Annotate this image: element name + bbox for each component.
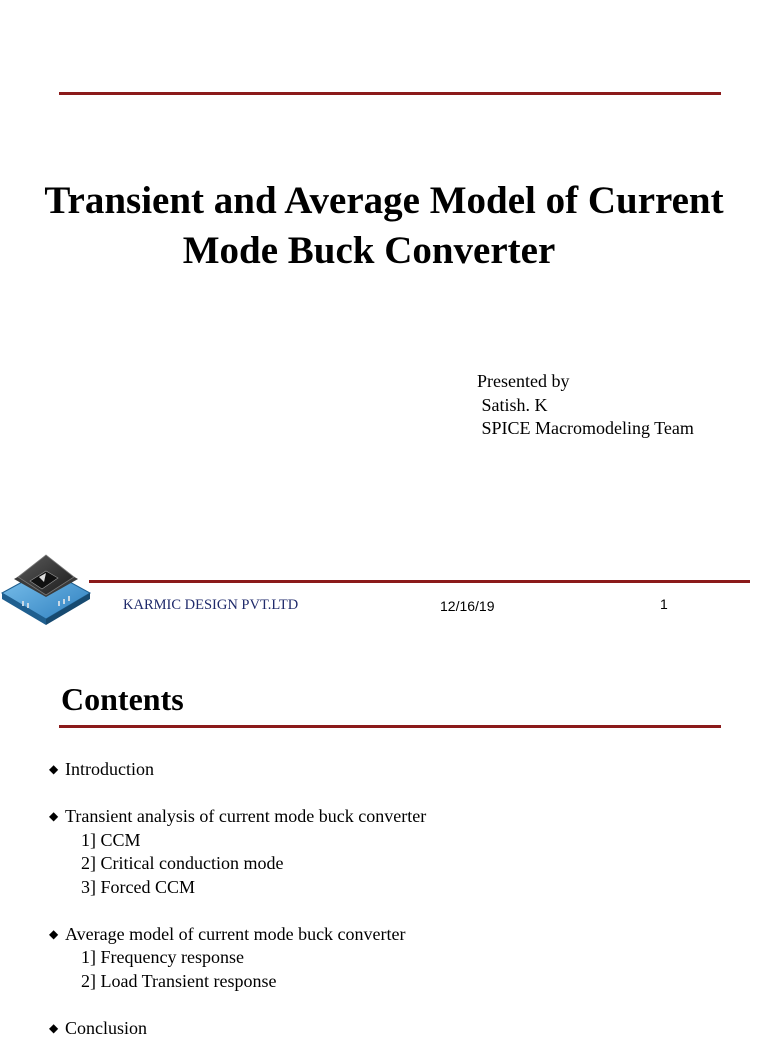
presenter-name: Satish. K <box>477 394 694 418</box>
list-subitem: 3] Forced CCM <box>65 876 426 900</box>
slide-title-line-1: Transient and Average Model of Current <box>0 176 768 226</box>
list-item <box>49 805 426 899</box>
contents-list <box>49 758 426 1040</box>
list-subitem: 1] CCM <box>65 829 426 853</box>
presented-by-label: Presented by <box>477 370 694 394</box>
list-item <box>49 758 426 782</box>
slide-title <box>0 176 768 276</box>
footer-company-name: KARMIC DESIGN PVT.LTD <box>123 597 298 614</box>
list-subitem: 2] Load Transient response <box>65 970 426 994</box>
presenter-team: SPICE Macromodeling Team <box>477 417 694 441</box>
contents-heading-rule <box>59 725 721 728</box>
diamond-bullet-icon: ◆ <box>49 758 58 782</box>
footer-page-number: 1 <box>660 596 668 612</box>
presenter-block <box>477 370 694 441</box>
list-item-label: Transient analysis of current mode buck converter <box>65 805 426 829</box>
title-slide-footer-rule <box>89 580 750 583</box>
list-item-label: Introduction <box>65 758 426 782</box>
diamond-bullet-icon: ◆ <box>49 923 58 947</box>
footer-date: 12/16/19 <box>440 598 495 614</box>
diamond-bullet-icon: ◆ <box>49 1017 58 1040</box>
list-subitem: 1] Frequency response <box>65 946 426 970</box>
list-item-label: Conclusion <box>65 1017 426 1040</box>
list-item <box>49 923 426 994</box>
list-subitem: 2] Critical conduction mode <box>65 852 426 876</box>
contents-heading: Contents <box>61 681 184 718</box>
list-item-label: Average model of current mode buck converter <box>65 923 426 947</box>
list-item <box>49 1017 426 1040</box>
title-slide-top-rule <box>59 92 721 95</box>
chip-logo-icon <box>0 549 92 629</box>
diamond-bullet-icon: ◆ <box>49 805 58 829</box>
slide-title-line-2: Mode Buck Converter <box>0 226 768 276</box>
